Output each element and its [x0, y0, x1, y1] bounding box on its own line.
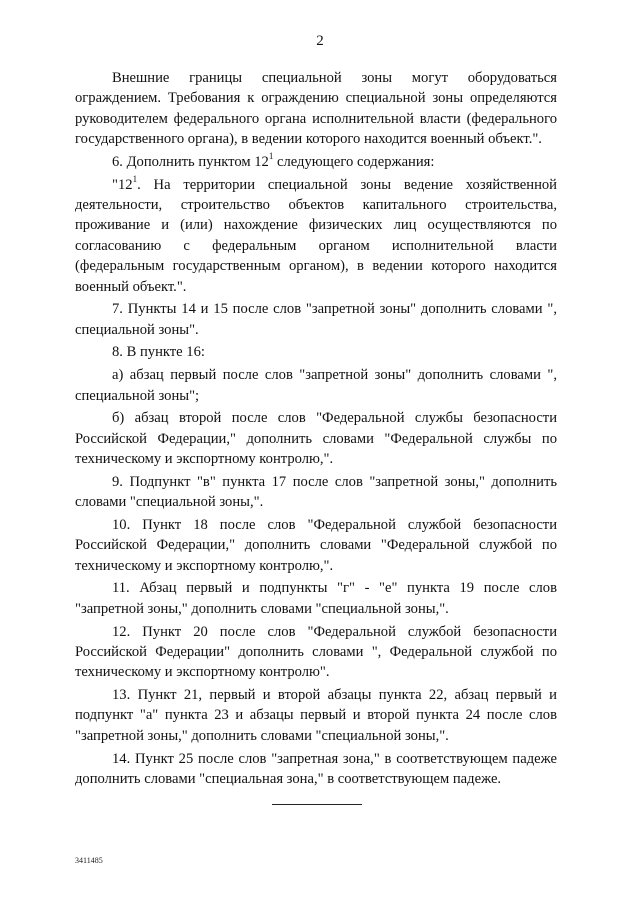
paragraph-fence-requirements: Внешние границы специальной зоны могут оборудоваться ограждением. Требования к ограждению специальной зоны определяются руководителем федерального органа исполнительной власти (федерального государственного органа), в ведении которого находится военный объект.". [75, 70, 557, 148]
paragraph-item-6-lead: 6. Дополнить пунктом 12 [112, 153, 269, 170]
paragraph-item-6-tail: следующего содержания: [273, 153, 435, 170]
paragraph-item-12: 12. Пункт 20 после слов "Федеральной службой безопасности Российской Федерации" дополнить словами ", Федеральной службой по техническому и экспортному контролю". [75, 623, 557, 681]
page-number: 2 [316, 33, 324, 49]
paragraph-item-8-a: а) абзац первый после слов "запретной зоны" дополнить словами ", специальной зоны"; [75, 367, 557, 404]
superscript-1: 1 [268, 151, 274, 162]
paragraph-item-6 [75, 152, 557, 172]
paragraph-item-8: 8. В пункте 16: [112, 344, 205, 361]
paragraph-item-9: 9. Подпункт "в" пункта 17 после слов "запретной зоны," дополнить словами "специальной зоны,". [75, 473, 557, 511]
document-body [75, 68, 557, 792]
paragraph-item-7: 7. Пункты 14 и 15 после слов "запретной зоны" дополнить словами ", специальной зоны". [75, 301, 557, 338]
end-divider [272, 804, 362, 805]
paragraph-item-12-1 [75, 175, 557, 297]
paragraph-item-10: 10. Пункт 18 после слов "Федеральной службой безопасности Российской Федерации," дополнить словами "Федеральной службой по техническому и экспортному контролю,". [75, 516, 557, 574]
paragraph-item-8-b: б) абзац второй после слов "Федеральной службы безопасности Российской Федерации," дополнить словами "Федеральной службы по техническому и экспортному контролю,". [75, 410, 557, 468]
superscript-1: 1 [132, 173, 138, 184]
paragraph-item-11: 11. Абзац первый и подпункты "г" - "е" пункта 19 после слов "запретной зоны," дополнить словами "специальной зоны,". [75, 580, 557, 617]
paragraph-item-14: 14. Пункт 25 после слов "запретная зона," в соответствующем падеже дополнить словами "специальная зона," в соответствующем падеже. [75, 750, 557, 787]
paragraph-item-12-1-tail: . На территории специальной зоны ведение хозяйственной деятельности, строительство объектов капитального строительства, проживание и (или) нахождение физических лиц осуществляются по согласованию с федеральным органом исполнительной власти (федеральным государственным органом), в ведении которого находится военный объект.". [75, 176, 557, 295]
document-code: 3411485 [75, 856, 103, 865]
paragraph-item-13: 13. Пункт 21, первый и второй абзацы пункта 22, абзац первый и подпункт "а" пункта 23 и абзацы первый и второй пункта 24 после слов "запретной зоны," дополнить словами "специальной зоны,". [75, 687, 557, 744]
paragraph-item-12-1-lead: "12 [112, 176, 133, 193]
